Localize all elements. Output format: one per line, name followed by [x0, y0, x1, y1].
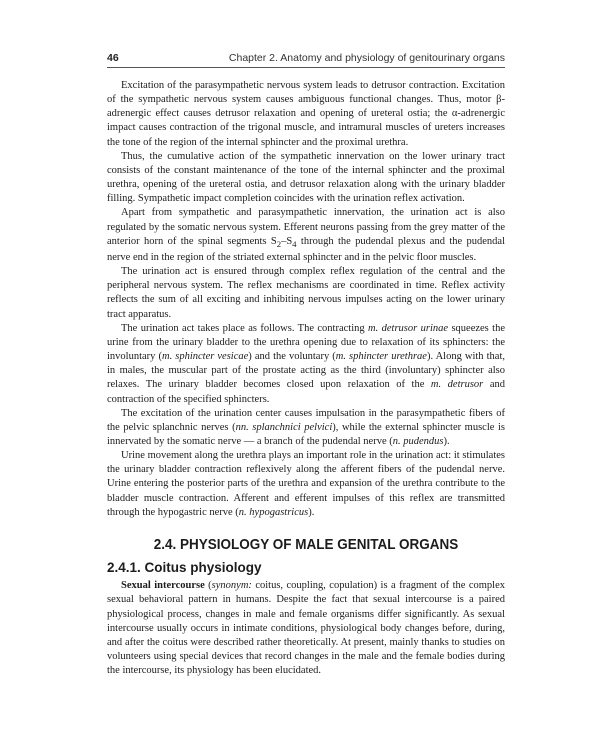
text-run: ).: [443, 436, 450, 447]
text-run: and contraction of the specified sphincters.: [107, 379, 505, 405]
latin-term: m. sphincter urethrae: [335, 351, 427, 363]
subsection-heading: 2.4.1. Coitus physiology: [107, 560, 262, 576]
header-rule: [107, 67, 505, 68]
body-text: [107, 79, 505, 678]
paragraph-sexual-intercourse: [107, 579, 505, 678]
text-run: The excitation of the urination center causes impulsation in the parasympathetic fibers of the pelvic splanchnic nerves (: [107, 407, 505, 433]
text-run: (: [204, 580, 212, 592]
section-heading: 2.4. PHYSIOLOGY OF MALE GENITAL ORGANS: [153, 535, 459, 553]
running-header: [107, 52, 505, 64]
text-run: –S: [281, 235, 293, 247]
paragraph-urine-movement: [107, 449, 505, 520]
subscript: 2: [276, 238, 282, 249]
text-run: squeezes the urine from the urinary bladder to the urethra opening due to relaxation of its sphincters: the involuntary (: [107, 322, 505, 363]
paragraph-somatic-innervation: [107, 206, 505, 265]
text-run: ).: [308, 506, 315, 518]
paragraph-sympathetic-action: Thus, the cumulative action of the sympathetic innervation on the lower urinary tract consists of the constant maintenance of the tone of the internal sphincter and the proximal urethra, opening of the ureteral ostia, and detrusor relaxation along with the urinary bladder filling. Sympathetic impact completion coincides with the urination reflex activation.: [107, 150, 505, 205]
subscript: 4: [292, 238, 297, 249]
paragraph-urination-act: [107, 322, 505, 407]
text-run: ). Along with that, in males, the muscular part of the prostate acting as the third (involuntary) sphincter also relaxes. The urinary bladder becomes closed upon relaxation of the: [107, 351, 505, 391]
paragraph-urination-center: [107, 407, 505, 449]
synonym-label: synonym:: [211, 580, 252, 592]
text-run: Urine movement along the urethra plays an important role in the urination act: it stimulates the urinary bladder contraction reflexively along the afferent fibers of the pudendal nerve. Urine entering the posterior parts of the urethra and expansion of the urethra contribute to the bladder muscle contraction. Afferent and efferent impulses of this reflex are transmitted through the hypogastric nerve (: [107, 450, 505, 518]
latin-term: m. sphincter vesicae: [161, 351, 249, 363]
chapter-title: Chapter 2. Anatomy and physiology of genitourinary organs: [228, 52, 505, 64]
latin-term: m. detrusor urinae: [368, 322, 449, 334]
bold-term: Sexual intercourse: [121, 580, 205, 592]
paragraph-reflex-regulation: The urination act is ensured through complex reflex regulation of the central and the peripheral nervous system. The reflex mechanisms are coordinated in time. Reflex activity reflects the sum of all exciting and inhibiting nervous impulses acting on the lower urinary tract apparatus.: [107, 266, 505, 320]
paragraph-parasympathetic: Excitation of the parasympathetic nervous system leads to detrusor contraction. Excitation of the sympathetic nervous system causes ambiguous functional changes. Thus, motor β-adrenergic effect causes detrusor relaxation and opening of ureteral ostia; the α-adrenergic impact causes contraction of the trigonal muscle, and intramural muscles of ureters increases the tone of the region of the internal sphincter and the proximal urethra.: [107, 80, 505, 148]
text-run: through the pudendal plexus and the pudendal nerve end in the region of the striated external sphincter and in the pelvic floor muscles.: [107, 235, 506, 263]
latin-term: nn. splanchnici pelvici: [235, 421, 333, 433]
text-run: The urination act takes place as follows. The contracting: [121, 322, 369, 334]
text-run: Apart from sympathetic and parasympathetic innervation, the urination act is also regulated by the somatic nervous system. Efferent neurons passing from the grey matter of the anterior horn of the spinal segments S: [107, 207, 505, 247]
text-run: ) and the voluntary (: [248, 351, 336, 363]
text-run: coitus, coupling, copulation) is a fragment of the complex sexual behavioral pattern in humans. Despite the fact that sexual intercourse is a paired physiological process, changes in male and female organisms differ significantly. As sexual intercourse usually occurs in intimate conditions, physiological body changes before, during, and after the coitus were described rather theoretically. At present, mainly thanks to studies on volunteers using special devices that record changes in the male and the female bodies during the intercourse, its physiology has been elucidated.: [107, 580, 505, 677]
latin-term: n. hypogastricus: [238, 506, 309, 518]
latin-term: m. detrusor: [430, 379, 484, 391]
text-run: ), while the external sphincter muscle is innervated by the somatic nerve — a branch of the pudendal nerve (: [107, 421, 505, 447]
latin-term: n. pudendus: [392, 436, 444, 447]
page-number: 46: [107, 52, 119, 64]
